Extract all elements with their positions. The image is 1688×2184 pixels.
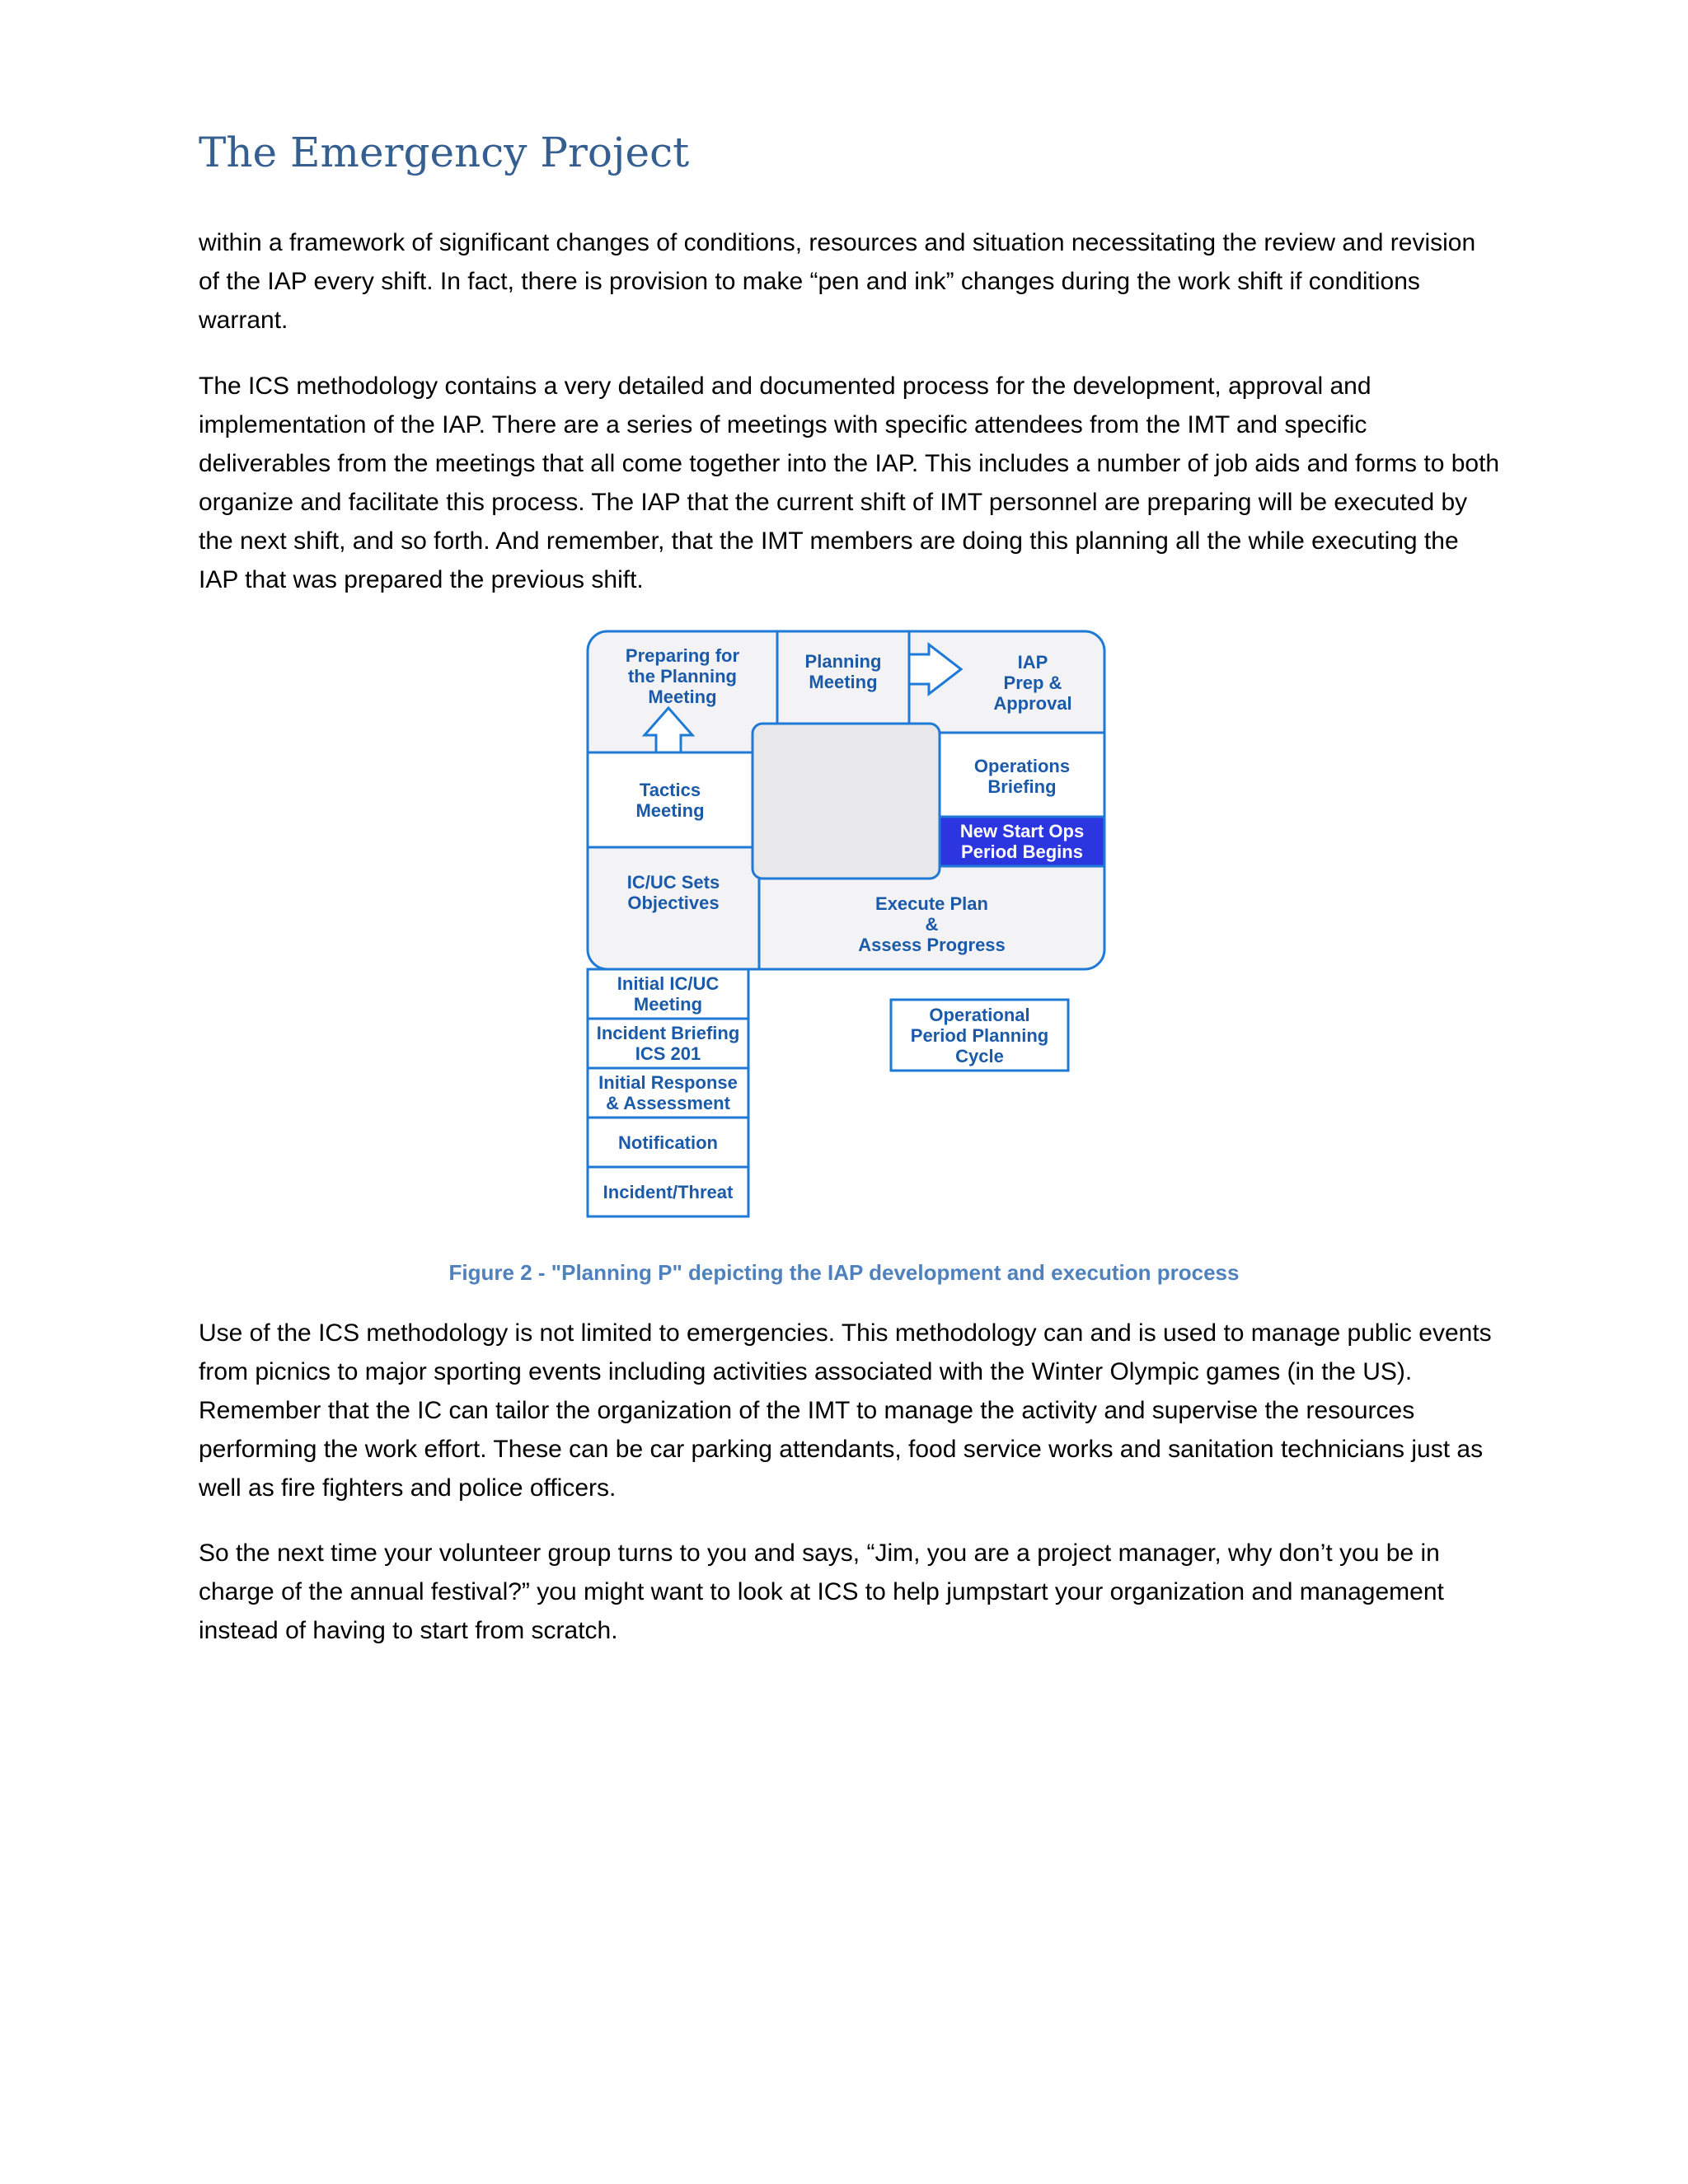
initial-ic-uc-meeting-label: Initial IC/UC Meeting (617, 973, 720, 1015)
operations-briefing-label: Operations Briefing (973, 755, 1071, 797)
tactics-meeting-label: Tactics Meeting (635, 779, 705, 821)
execute-plan-label: Execute Plan & Assess Progress (858, 893, 1006, 955)
page-title: The Emergency Project (199, 129, 690, 176)
iap-prep-approval-label: IAP Prep & Approval (993, 651, 1072, 714)
planning-meeting-label: Planning Meeting (804, 651, 882, 692)
preparing-planning-meeting-label: Preparing for the Planning Meeting (625, 644, 740, 707)
paragraph-2: The ICS methodology contains a very detailed and documented process for the development, approval and implementation of the IAP. There are a series of meetings with specific attendees from the IMT and specific deliverables from the meetings that all come together into the IAP. This includes a number of job aids and forms to both organize and facilitate this process. The IAP that the current shift of IMT personnel are preparing will be executed by the next shift, and so forth. And remember, that the IMT members are doing this planning all the while executing the IAP that was prepared the previous shift. (199, 373, 1500, 593)
operational-planning-cycle-label: Operational Period Planning Cycle (910, 1004, 1049, 1066)
notification-label: Notification (618, 1132, 718, 1153)
initial-response-label: Initial Response & Assessment (598, 1072, 738, 1113)
incident-threat-label: Incident/Threat (603, 1181, 734, 1202)
paragraph-1: within a framework of significant changes of conditions, resources and situation necessitating the review and revision of the IAP every shift. In fact, there is provision to make “pen and ink” changes during the work shift if conditions warrant. (199, 229, 1476, 334)
incident-briefing-label: Incident Briefing ICS 201 (596, 1023, 740, 1064)
figure-caption: Figure 2 - "Planning P" depicting the IAP development and execution process (448, 1260, 1240, 1285)
center-panel (753, 724, 940, 879)
ic-uc-sets-objectives-label: IC/UC Sets Objectives (626, 872, 720, 913)
paragraph-4: So the next time your volunteer group turns to you and says, “Jim, you are a project manager, why don’t you be in charge of the annual festival?” you might want to look at ICS to help jumpstart your organization and management instead of having to start from scratch. (199, 1540, 1444, 1644)
planning-p-figure (577, 623, 1113, 1225)
new-start-ops-period-label: New Start Ops Period Begins (959, 821, 1085, 862)
paragraph-3: Use of the ICS methodology is not limited to emergencies. This methodology can and is used to manage public events from picnics to major sporting events including activities associated with the Winter Olympic games (in the US). Remember that the IC can tailor the organization of the IMT to manage the activity and supervise the resources performing the work effort. These can be car parking attendants, food service works and sanitation technicians just as well as fire fighters and police officers. (199, 1319, 1492, 1502)
